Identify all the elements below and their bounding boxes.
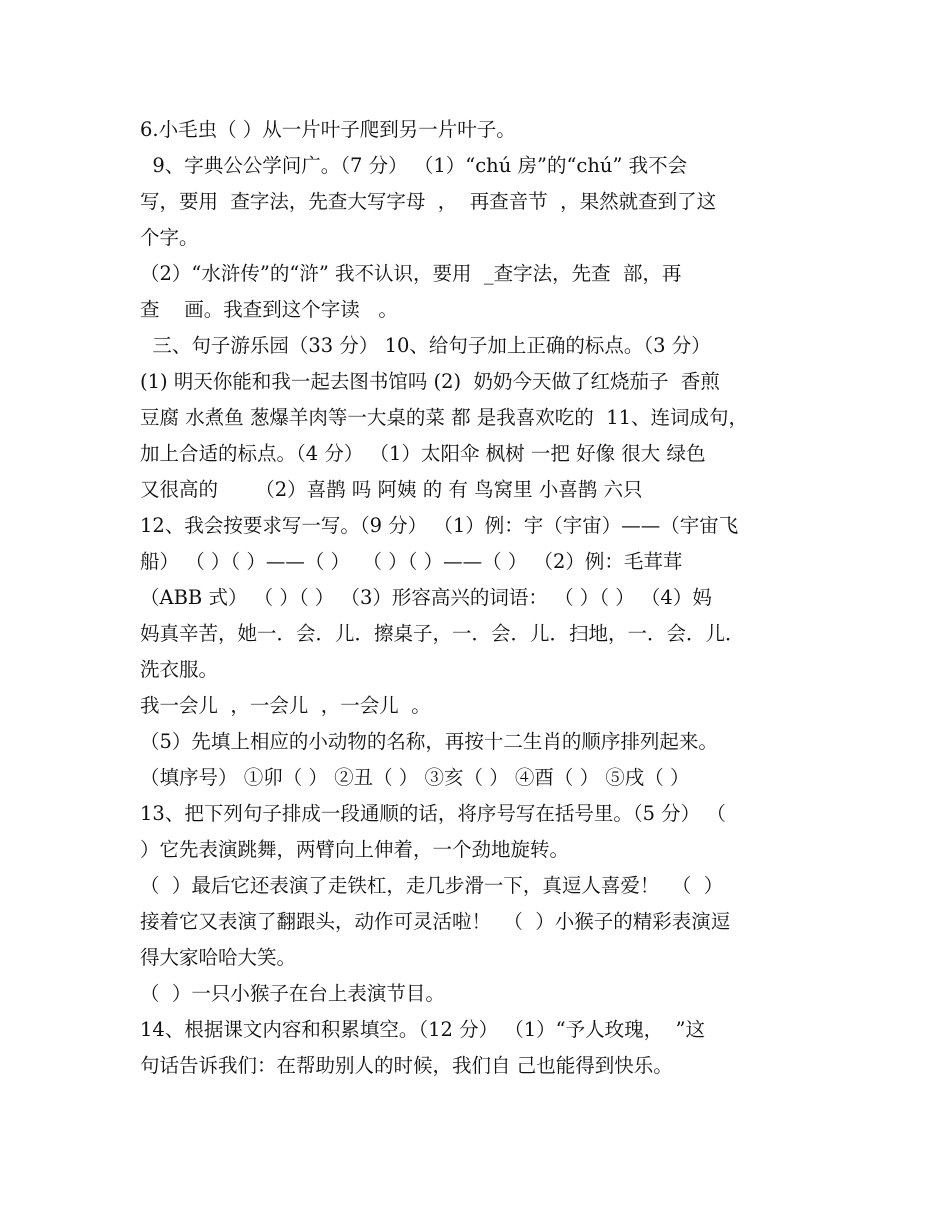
text-line: 9、字典公公学问广。（7 分） （1）“chú 房”的“chú” 我不会	[140, 154, 688, 177]
text-line: 我一会儿 ，一会儿 ，一会儿 。	[140, 694, 431, 717]
text-line: 14、根据课文内容和积累填空。（12 分） （1）“予人玫瑰， ”这	[140, 1018, 706, 1041]
text-line: 12、我会按要求写一写。（9 分） （1）例：宇（宇宙）——（宇宙飞	[140, 514, 739, 537]
text-line: ）它先表演跳舞，两臂向上伸着，一个劲地旋转。	[140, 838, 570, 861]
text-line: 6.小毛虫（ ）从一片叶子爬到另一片叶子。	[140, 118, 516, 141]
text-line: （ ）最后它还表演了走铁杠，走几步滑一下，真逗人喜爱！ （ ）	[140, 874, 724, 897]
text-line: 个字。	[140, 226, 199, 249]
text-line: （填序号） ①卯（ ） ②丑（ ） ③亥（ ） ④酉（ ） ⑤戌（ ）	[140, 766, 690, 789]
text-line: （ ）一只小猴子在台上表演节目。	[140, 982, 445, 1005]
text-line: 句话告诉我们：在帮助别人的时候，我们自 己也能得到快乐。	[140, 1054, 673, 1077]
text-line: 写，要用 查字法，先查大写字母 ， 再查音节 ，果然就查到了这	[140, 190, 717, 213]
text-line: 又很高的 （2）喜鹊 吗 阿姨 的 有 鸟窝里 小喜鹊 六只	[140, 478, 643, 501]
text-line: 三、句子游乐园（33 分） 10、给句子加上正确的标点。（3 分）	[140, 334, 711, 357]
text-line: 得大家哈哈大笑。	[140, 946, 297, 969]
text-line: 加上合适的标点。（4 分） （1）太阳伞 枫树 一把 好像 很大 绿色	[140, 442, 706, 465]
text-line: (1) 明天你能和我一起去图书馆吗 (2) 奶奶今天做了红烧茄子 香煎	[140, 370, 720, 393]
text-line: 13、把下列句子排成一段通顺的话，将序号写在括号里。（5 分） （	[140, 802, 726, 825]
text-line: （5）先填上相应的小动物的名称，再按十二生肖的顺序排列起来。	[140, 730, 718, 753]
text-line: （ABB 式） （ ）（ ） （3）形容高兴的词语： （ ）（ ） （4）妈	[140, 586, 712, 609]
text-line: 接着它又表演了翻跟头，动作可灵活啦！ （ ）小猴子的精彩表演逗	[140, 910, 731, 933]
text-line: 查 画。我查到这个字读 。	[140, 298, 398, 321]
text-line: （2）“水浒传”的“浒” 我不认识，要用 _查字法，先查 部，再	[140, 262, 682, 285]
text-line: 妈真辛苦，她一．会．儿．擦桌子，一．会．儿．扫地，一．会．儿．	[140, 622, 745, 645]
text-line: 洗衣服。	[140, 658, 219, 681]
text-line: 豆腐 水煮鱼 葱爆羊肉等一大桌的菜 都 是我喜欢吃的 11、连词成句，	[140, 406, 749, 429]
text-line: 船） （ ）（ ）——（ ） （ ）（ ）——（ ） （2）例：毛茸茸	[140, 550, 683, 573]
